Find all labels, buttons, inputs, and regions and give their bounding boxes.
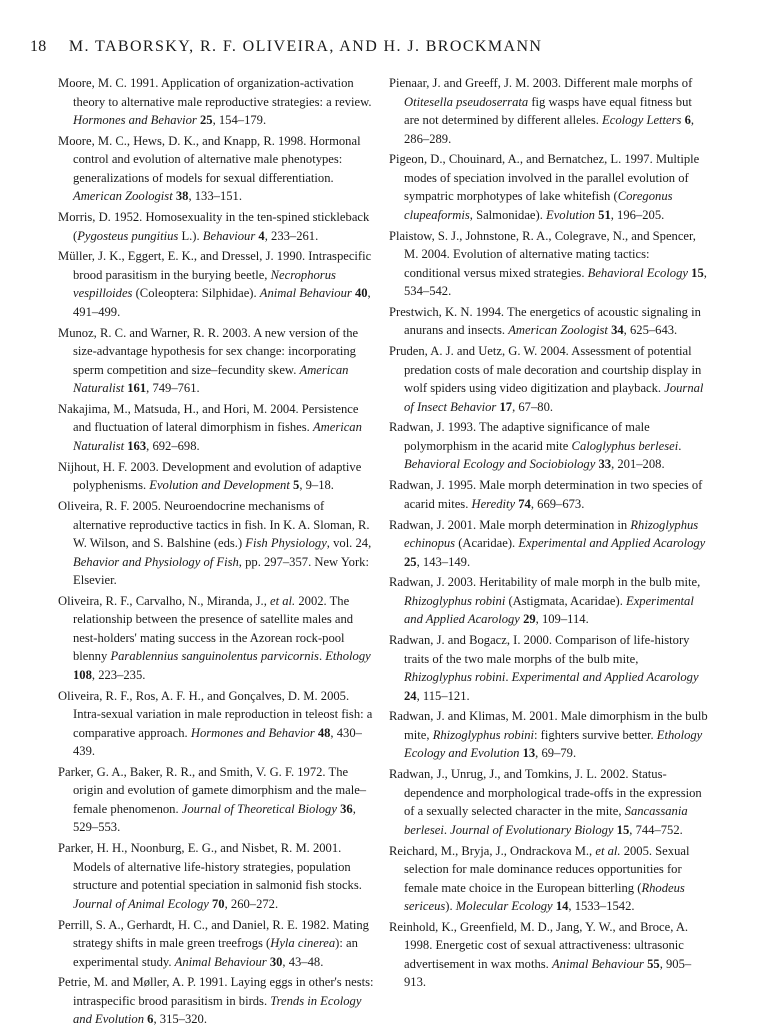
italic-text: Journal of Insect Behavior bbox=[404, 381, 704, 414]
reference-entry bbox=[58, 324, 375, 398]
reference-text: Pigeon, D., Chouinard, A., and Bernatchez, L. 1997. Multiple modes of speciation involved in the parallel evolution of sympatric morphotypes of lake whitefish ( bbox=[389, 152, 700, 204]
reference-entry bbox=[58, 916, 375, 972]
italic-text: et al. bbox=[270, 593, 296, 608]
volume-number: 17 bbox=[499, 399, 513, 414]
italic-text: Rhizoglyphus robini bbox=[404, 593, 506, 608]
italic-text: Rhizoglyphus robini bbox=[432, 727, 535, 742]
italic-text: Trends in Ecology and Evolution bbox=[73, 993, 362, 1027]
italic-text: Necrophorus vespilloides bbox=[73, 267, 336, 301]
reference-text: , 749–761. bbox=[146, 381, 200, 396]
italic-text: American Naturalist bbox=[73, 362, 349, 396]
reference-entry bbox=[389, 765, 708, 839]
italic-text: American Naturalist bbox=[73, 420, 362, 453]
reference-column-left bbox=[58, 74, 375, 1031]
volume-number: 34 bbox=[611, 323, 624, 338]
italic-text: Journal of Theoretical Biology bbox=[181, 801, 337, 816]
italic-text: American Zoologist bbox=[73, 189, 173, 204]
volume-number: 15 bbox=[691, 265, 704, 280]
reference-text: , 223–235. bbox=[91, 667, 146, 682]
italic-text: Journal of Evolutionary Biology bbox=[450, 822, 614, 837]
reference-entry bbox=[58, 592, 375, 685]
reference-text: , 233–261. bbox=[264, 228, 319, 243]
italic-text: Behavior and Physiology of Fish bbox=[73, 554, 239, 569]
reference-text: , 43–48. bbox=[282, 954, 324, 969]
reference-text: Perrill, S. A., Gerhardt, H. C., and Daniel, R. E. 1982. Mating strategy shifts in male green treefrogs ( bbox=[58, 917, 369, 951]
reference-text: Plaistow, S. J., Johnstone, R. A., Colegrave, N., and Spencer, M. 2004. Evolution of alternative mating tactics: conditional versus mixed strategies. bbox=[389, 228, 696, 280]
reference-text: , 744–752. bbox=[629, 822, 683, 837]
reference-entry bbox=[389, 418, 708, 474]
volume-number: 48 bbox=[317, 725, 331, 740]
reference-entry bbox=[389, 227, 708, 301]
italic-text: Ecology Letters bbox=[602, 113, 682, 127]
volume-number: 14 bbox=[555, 899, 569, 914]
italic-text: Fish Physiology bbox=[245, 536, 327, 551]
reference-text: (Acaridae). bbox=[455, 536, 519, 551]
reference-text: , 133–151. bbox=[188, 189, 242, 204]
reference-text: , 67–80. bbox=[512, 399, 554, 414]
reference-text: : fighters survive better. bbox=[534, 727, 657, 742]
reference-text: , 196–205. bbox=[610, 207, 665, 222]
italic-text: Rhizoglyphus robini bbox=[404, 670, 506, 685]
reference-text: Morris, D. 1952. Homosexuality in the ten-spined stickleback ( bbox=[58, 210, 370, 243]
reference-text: , 201–208. bbox=[611, 457, 665, 472]
italic-text: Sancassania berlesei bbox=[404, 804, 688, 837]
reference-text: ): an experimental study. bbox=[73, 936, 358, 969]
reference-text: , 692–698. bbox=[146, 438, 200, 453]
reference-text: L.). bbox=[178, 228, 203, 243]
italic-text: Heredity bbox=[471, 496, 516, 511]
volume-number: 51 bbox=[598, 207, 611, 222]
reference-text: Radwan, J., Unrug, J., and Tomkins, J. L. 2002. Status-dependence and morphological trade-offs in the expression of a sexually selected character in the mite, bbox=[389, 767, 702, 819]
reference-text: Reinhold, K., Greenfield, M. D., Jang, Y. W., and Broce, A. 1998. Energetic cost of sexual attractiveness: ultrasonic advertisement in wax moths. bbox=[389, 919, 689, 971]
page-number: 18 bbox=[30, 38, 47, 55]
reference-entry bbox=[389, 631, 708, 705]
reference-text: Oliveira, R. F., Ros, A. F. H., and Gonçalves, D. M. 2005. Intra-sexual variation in male reproduction in teleost fish: a comparative approach. bbox=[58, 688, 373, 740]
reference-text: fig wasps have equal fitness but are not determined by different alleles. bbox=[404, 94, 692, 127]
volume-number: 25 bbox=[199, 113, 213, 127]
reference-column-right bbox=[389, 74, 708, 994]
reference-text: Parker, G. A., Baker, R. R., and Smith, V. G. F. 1972. The origin and evolution of gamete dimorphism and the male–female phenomenon. bbox=[58, 764, 367, 816]
reference-text: Nijhout, H. F. 2003. Development and evolution of adaptive polyphenisms. bbox=[58, 459, 362, 493]
reference-entry bbox=[58, 839, 375, 913]
reference-text: Radwan, J. 1993. The adaptive significance of male polymorphism in the acarid mite bbox=[389, 420, 650, 453]
volume-number: 161 bbox=[127, 381, 147, 396]
reference-text: , Salmonidae). bbox=[469, 207, 547, 222]
running-head-authors: M. TABORSKY, R. F. OLIVEIRA, AND H. J. BROCKMANN bbox=[68, 38, 543, 55]
reference-entry bbox=[58, 973, 375, 1029]
reference-text: Oliveira, R. F. 2005. Neuroendocrine mechanisms of alternative reproductive tactics in fish. In K. A. Sloman, R. W. Wilson, and S. Balshine (eds.) bbox=[58, 499, 370, 551]
reference-text: , 9–18. bbox=[299, 478, 334, 493]
italic-text: Ethology bbox=[325, 649, 371, 664]
reference-text: , pp. 297–357. New York: Elsevier. bbox=[73, 554, 369, 588]
reference-text: Radwan, J. and Bogacz, I. 2000. Comparison of life-history traits of the two male morphs of the bulb mite, bbox=[389, 633, 690, 666]
reference-text: , 286–289. bbox=[404, 113, 695, 146]
reference-entry bbox=[389, 342, 708, 416]
reference-text: Radwan, J. 1995. Male morph determination in two species of acarid mites. bbox=[389, 478, 703, 511]
reference-text: . bbox=[678, 438, 682, 453]
reference-text: 2002. The relationship between the presence of satellite males and nest-holders' mating success in the Azorean rock-pool blenny bbox=[73, 593, 354, 664]
italic-text: Pygosteus pungitius bbox=[77, 228, 179, 243]
reference-entry bbox=[58, 763, 375, 837]
italic-text: Animal Behaviour bbox=[551, 956, 644, 971]
reference-text: Moore, M. C., Hews, D. K., and Knapp, R. 1998. Hormonal control and evolution of alternative male phenotypes: generalizations of models for sexual differentiation. bbox=[58, 133, 361, 185]
reference-entry bbox=[389, 842, 708, 916]
reference-text: Prestwich, K. N. 1994. The energetics of acoustic signaling in anurans and insects. bbox=[389, 304, 701, 338]
reference-entry bbox=[58, 687, 375, 761]
volume-number: 30 bbox=[269, 954, 283, 969]
italic-text: Journal of Animal Ecology bbox=[73, 896, 209, 911]
reference-text: Moore, M. C. 1991. Application of organization-activation theory to alternative male reproductive strategies: a review. bbox=[58, 76, 372, 109]
italic-text: Caloglyphus berlesei bbox=[571, 438, 679, 453]
reference-entry bbox=[389, 303, 708, 340]
italic-text: Hormones and Behavior bbox=[73, 113, 197, 127]
volume-number: 15 bbox=[616, 822, 630, 837]
volume-number: 33 bbox=[598, 457, 612, 472]
volume-number: 25 bbox=[404, 554, 417, 569]
reference-text: Munoz, R. C. and Warner, R. R. 2003. A new version of the size-advantage hypothesis for sex change: incorporating sperm competition and size–fecundity skew. bbox=[58, 325, 359, 377]
reference-text: , 905–913. bbox=[404, 956, 692, 990]
reference-entry bbox=[389, 573, 708, 629]
reference-text: , 625–643. bbox=[623, 323, 678, 338]
reference-text: 2005. Sexual selection for male dominance reduces opportunities for female mate choice in the European bitterling ( bbox=[404, 843, 690, 895]
reference-text: . bbox=[318, 649, 326, 664]
volume-number: 38 bbox=[175, 189, 189, 204]
italic-text: Rhodeus sericeus bbox=[404, 880, 685, 914]
reference-text: Pienaar, J. and Greeff, J. M. 2003. Different male morphs of bbox=[389, 76, 693, 90]
reference-entry bbox=[58, 497, 375, 590]
reference-text: , 315–320. bbox=[153, 1012, 207, 1027]
italic-text: Rhizoglyphus echinopus bbox=[404, 517, 699, 551]
volume-number: 55 bbox=[647, 956, 660, 971]
italic-text: Otitesella pseudoserrata bbox=[404, 94, 529, 109]
reference-text: , 69–79. bbox=[535, 746, 577, 761]
italic-text: American Zoologist bbox=[508, 323, 608, 338]
reference-entry bbox=[58, 458, 375, 495]
italic-text: Behavioral Ecology bbox=[587, 265, 688, 280]
reference-text: , 669–673. bbox=[530, 496, 585, 511]
reference-text: . bbox=[505, 670, 512, 685]
reference-entry bbox=[58, 400, 375, 456]
reference-text: , 260–272. bbox=[224, 896, 279, 911]
reference-entry bbox=[58, 74, 375, 130]
reference-text: Parker, H. H., Noonburg, E. G., and Nisbet, R. M. 2001. Models of alternative life-history strategies, population structure and potential speciation in salmonid fish stocks. bbox=[58, 841, 362, 893]
italic-text: et al. bbox=[595, 843, 621, 858]
italic-text: Hyla cinerea bbox=[270, 936, 336, 951]
reference-text: , 491–499. bbox=[73, 286, 371, 319]
reference-text: Reichard, M., Bryja, J., Ondrackova M., bbox=[389, 843, 596, 858]
volume-number: 36 bbox=[340, 801, 353, 816]
italic-text: Behaviour bbox=[202, 228, 256, 243]
volume-number: 40 bbox=[354, 286, 368, 301]
italic-text: Molecular Ecology bbox=[455, 899, 553, 914]
italic-text: Experimental and Applied Acarology bbox=[404, 593, 694, 627]
volume-number: 163 bbox=[127, 438, 147, 453]
reference-text: (Coleoptera: Silphidae). bbox=[132, 286, 260, 301]
running-header bbox=[30, 38, 542, 56]
reference-text: , 430–439. bbox=[73, 725, 362, 759]
volume-number: 70 bbox=[212, 896, 225, 911]
italic-text: Evolution and Development bbox=[149, 478, 290, 493]
reference-entry bbox=[58, 208, 375, 245]
volume-number: 5 bbox=[293, 478, 300, 493]
reference-entry bbox=[389, 476, 708, 513]
reference-text: , 529–553. bbox=[73, 801, 356, 835]
reference-text: Radwan, J. 2003. Heritability of male morph in the bulb mite, bbox=[389, 575, 701, 590]
reference-text: Radwan, J. 2001. Male morph determination in bbox=[389, 517, 631, 532]
italic-text: Animal Behaviour bbox=[174, 954, 267, 969]
reference-text: Oliveira, R. F., Carvalho, N., Miranda, J., bbox=[58, 593, 271, 608]
reference-entry bbox=[58, 247, 375, 321]
volume-number: 24 bbox=[404, 688, 417, 703]
volume-number: 6 bbox=[684, 113, 691, 127]
reference-text: (Astigmata, Acaridae). bbox=[505, 593, 626, 608]
italic-text: Coregonus clupeaformis bbox=[404, 189, 673, 222]
reference-text: , 1533–1542. bbox=[568, 899, 635, 914]
reference-text: , 109–114. bbox=[535, 612, 589, 627]
italic-text: Experimental and Applied Acarology bbox=[511, 670, 699, 685]
reference-text: , 534–542. bbox=[404, 265, 707, 299]
italic-text: Ethology Ecology and Evolution bbox=[404, 727, 703, 761]
reference-text: , 143–149. bbox=[416, 554, 471, 569]
volume-number: 108 bbox=[73, 667, 92, 682]
italic-text: Evolution bbox=[546, 207, 595, 222]
volume-number: 4 bbox=[258, 228, 265, 243]
reference-entry bbox=[389, 918, 708, 992]
reference-entry bbox=[389, 707, 708, 763]
italic-text: Behavioral Ecology and Sociobiology bbox=[404, 457, 596, 472]
reference-entry bbox=[58, 132, 375, 206]
reference-text: , vol. 24, bbox=[326, 536, 372, 551]
reference-entry bbox=[389, 150, 708, 224]
reference-text: Nakajima, M., Matsuda, H., and Hori, M. 2004. Persistence and fluctuation of lateral dimorphism in fishes. bbox=[58, 401, 359, 435]
reference-entry bbox=[389, 74, 708, 148]
volume-number: 13 bbox=[522, 746, 536, 761]
volume-number: 74 bbox=[518, 496, 531, 511]
italic-text: Animal Behaviour bbox=[259, 286, 352, 301]
reference-text: , 115–121. bbox=[416, 688, 470, 703]
volume-number: 6 bbox=[147, 1012, 154, 1027]
reference-text: Müller, J. K., Eggert, E. K., and Dressel, J. 1990. Intraspecific brood parasitism in the burying beetle, bbox=[58, 249, 372, 282]
italic-text: Hormones and Behavior bbox=[190, 725, 315, 740]
reference-text: . bbox=[443, 822, 451, 837]
reference-text: Radwan, J. and Klimas, M. 2001. Male dimorphism in the bulb mite, bbox=[389, 709, 708, 742]
reference-text: Petrie, M. and Møller, A. P. 1991. Laying eggs in other's nests: intraspecific brood parasitism in birds. bbox=[58, 975, 374, 1008]
italic-text: Experimental and Applied Acarology bbox=[518, 536, 706, 551]
volume-number: 29 bbox=[523, 612, 536, 627]
reference-text: , 154–179. bbox=[212, 113, 267, 127]
reference-text: Pruden, A. J. and Uetz, G. W. 2004. Assessment of potential predation costs of male decoration and courtship display in wolf spiders using video digitization and playback. bbox=[389, 344, 702, 396]
reference-entry bbox=[389, 516, 708, 572]
reference-text: ). bbox=[445, 899, 456, 914]
italic-text: Parablennius sanguinolentus parvicornis bbox=[110, 649, 319, 664]
